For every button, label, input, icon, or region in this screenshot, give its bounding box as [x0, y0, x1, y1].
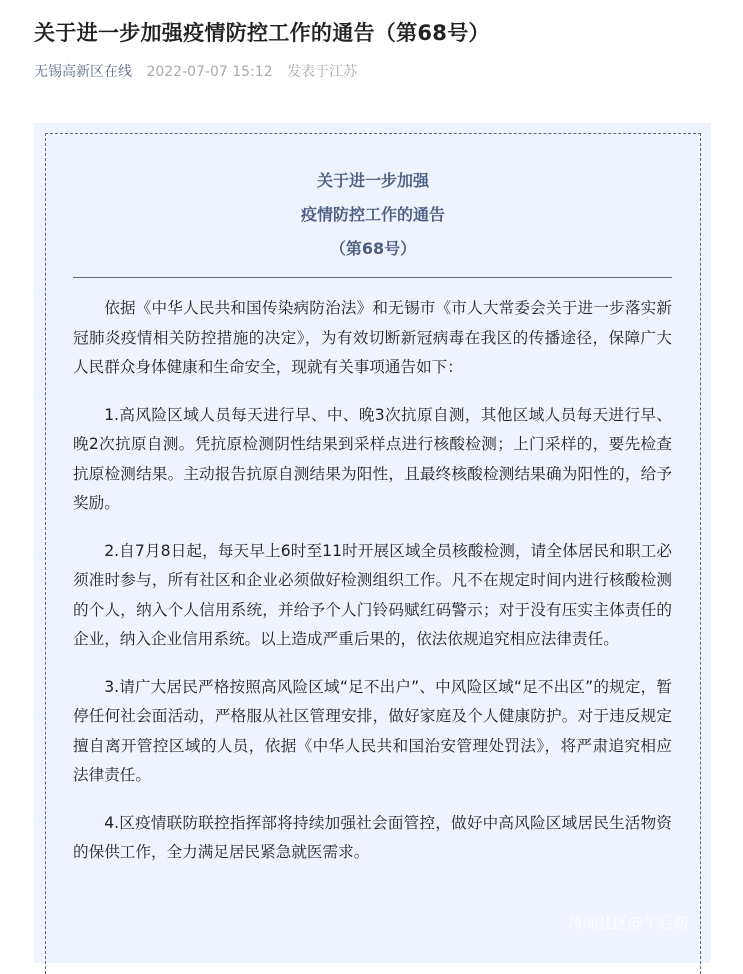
notice-heading-line: （第68号）: [329, 239, 417, 258]
notice-heading-line: 关于进一步加强: [316, 171, 429, 190]
paragraph: 依据《中华人民共和国传染病防治法》和无锡市《市人大常委会关于进一步落实新冠肺炎疫情相关防控措施的决定》，为有效切断新冠病毒在我区的传播途径，保障广大人民群众身体健康和生命安全，现就有关事项通告如下：: [73, 299, 672, 376]
notice-body: [73, 294, 672, 886]
article-title: 关于进一步加强疫情防控工作的通告（第68号）: [34, 21, 490, 45]
notice-heading-line: 疫情防控工作的通告: [300, 205, 445, 224]
publish-location: 发表于江苏: [287, 64, 358, 80]
paragraph: 4.区疫情联防联控指挥部将持续加强社会面管控，做好中高风险区域居民生活物资的保供工作，全力满足居民紧急就医需求。: [73, 813, 672, 861]
notice-heading: [46, 164, 700, 266]
paragraph: 1.高风险区域人员每天进行早、中、晚3次抗原自测，其他区域人员每天进行早、晚2次抗原自测。凭抗原检测阴性结果到采样点进行核酸检测；上门采样的，要先检查抗原检测结果。主动报告抗原自测结果为阳性，且最终核酸检测结果确为阳性的，给予奖励。: [73, 405, 672, 512]
paragraph: 3.请广大居民严格按照高风险区域“足不出户”、中风险区域“足不出区”的规定，暂停任何社会面活动，严格服从社区管理安排，做好家庭及个人健康防护。对于违反规定擅自离开管控区域的人员，依据《中华人民共和国治安管理处罚法》，将严肃追究相应法律责任。: [73, 677, 672, 784]
divider: [73, 277, 672, 278]
watermark: 风闻社区@午后初: [568, 914, 689, 932]
notice-frame: [45, 133, 701, 974]
notice-box: [34, 123, 711, 963]
paragraph: 2.自7月8日起，每天早上6时至11时开展区域全员核酸检测，请全体居民和职工必须准时参与，所有社区和企业必须做好检测组织工作。凡不在规定时间内进行核酸检测的个人，纳入个人信用系统，并给予个人门铃码赋红码警示；对于没有压实主体责任的企业，纳入企业信用系统。以上造成严重后果的，依法依规追究相应法律责任。: [73, 541, 672, 648]
article-meta: [34, 61, 357, 81]
publish-time: 2022-07-07 15:12: [146, 64, 273, 80]
article-source-link[interactable]: 无锡高新区在线: [34, 64, 132, 80]
